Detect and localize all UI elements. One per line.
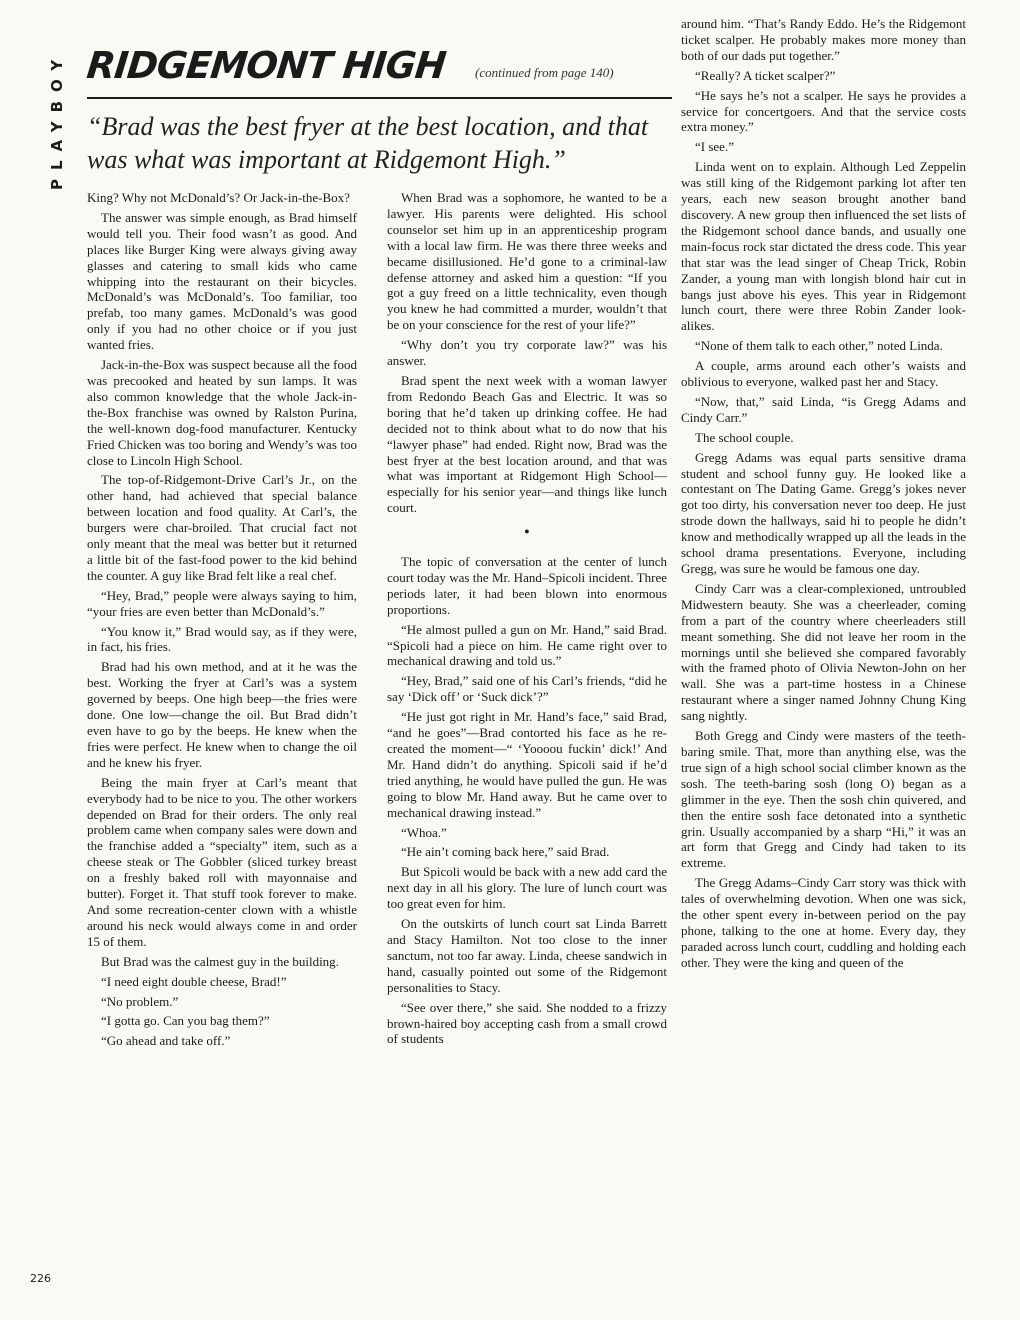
text-column-1 <box>87 190 357 1053</box>
paragraph: “He just got right in Mr. Hand’s face,” said Brad, “and he goes”—Brad contorted his face as he re-created the moment—“ ‘Yoooou fuckin’ dick!’ And Mr. Hand didn’t do anything. Spicoli said if he’d tried anything, he would have pulled the gun. He was going to blow Mr. Hand away. But he came over to mechanical drawing instead.” <box>387 709 667 820</box>
magazine-name: PLAYBOY <box>48 50 66 190</box>
text-column-2 <box>387 190 667 1051</box>
page-number: 226 <box>30 1272 51 1285</box>
paragraph: “He says he’s not a scalper. He says he provides a service for concertgoers. And that the service costs extra money.” <box>681 87 966 135</box>
pull-quote: “Brad was the best fryer at the best location, and that was what was important at Ridgemont High.” <box>87 112 649 174</box>
paragraph: Gregg Adams was equal parts sensitive drama student and school funny guy. He looked like a contestant on The Dating Game. Gregg’s jokes never got too dirty, his conversation never too deep. He just strode down the hallways, said hi to people he didn’t know and methodically wrapped up all the leads in the school drama presentations. Everyone, including Gregg, was sure he would be famous one day. <box>681 449 966 576</box>
paragraph: Both Gregg and Cindy were masters of the teeth-baring smile. That, more than anything else, was the true sign of a high school social climber known as the sosh. The teeth-baring sosh (long O) began as a glimmer in the eye. Then the sosh chin quivered, and then the entire sosh face detonated into a synthetic grin. Usually accompanied by a sharp “Hi,” it was an art form that Gregg and Cindy had taken to its extreme. <box>681 728 966 871</box>
paragraph: On the outskirts of lunch court sat Linda Barrett and Stacy Hamilton. Not too close to the inner sanctum, not too far away. Linda, cheese sandwich in hand, casually pointed out some of the Ridgemont personalities to Stacy. <box>387 916 667 995</box>
paragraph: “Whoa.” <box>401 824 447 840</box>
paragraph: Cindy Carr was a clear-complexioned, untroubled Midwestern beauty. She was a cheerleader, coming from a part of the country where cheerleaders still meant something. She did not leave her room in the mornings until she believed she compared favorably with the framed photo of Olivia Newton-John on her wall. She was a part-time hostess in a Chinese restaurant where a singer named Johnny Chung King sang nightly. <box>681 580 966 724</box>
paragraph: “I gotta go. Can you bag them?” <box>101 1013 270 1029</box>
paragraph: A couple, arms around each other’s waists and oblivious to everyone, walked past her and Stacy. <box>681 358 966 390</box>
paragraph: “Hey, Brad,” people were always saying to him, “your fries are even better than McDonald’s.” <box>87 587 357 619</box>
paragraph: But Brad was the calmest guy in the building. <box>101 953 339 969</box>
paragraph: When Brad was a sophomore, he wanted to be a lawyer. His parents were delighted. His school counselor set him up in an apprenticeship program with a local law firm. He was there three weeks and became disillusioned. He’d gone to a criminal-law defense attorney and asked him a question: “If you got a guy freed on a little technicality, even though you knew he had committed a murder, wouldn’t that be on your conscience for the rest of your life?” <box>387 190 667 333</box>
paragraph: “Hey, Brad,” said one of his Carl’s friends, “did he say ‘Dick off’ or ‘Suck dick’?” <box>387 673 667 705</box>
paragraph: Brad had his own method, and at it he was the best. Working the fryer at Carl’s was a system governed by beeps. One high beep—the fries were done. One low—change the oil. But Brad didn’t even have to go by the beeps. He knew when the fries were perfect. He knew when to change the oil and he knew his fryer. <box>87 659 357 770</box>
paragraph: “None of them talk to each other,” noted Linda. <box>695 338 943 354</box>
paragraph: The answer was simple enough, as Brad himself would tell you. Their food wasn’t as good. And places like Burger King were always giving away glasses and catering to small kids who came whipping into the restaurant on their bicycles. McDonald’s was McDonald’s. Too familiar, too prefab, too many games. McDonald’s was good only if you had no other choice or if you just wanted fries. <box>87 209 357 353</box>
paragraph: “No problem.” <box>101 993 179 1009</box>
paragraph: “Go ahead and take off.” <box>101 1033 231 1049</box>
paragraph: “See over there,” she said. She nodded to a frizzy brown-haired boy accepting cash from a small crowd of students <box>387 999 667 1047</box>
article-title: RIDGEMONT HIGH <box>84 44 448 87</box>
article-header <box>84 44 677 176</box>
paragraph: “Now, that,” said Linda, “is Gregg Adams and Cindy Carr.” <box>681 393 966 425</box>
paragraph: The top-of-Ridgemont-Drive Carl’s Jr., on the other hand, had achieved that special balance between location and food quality. At Carl’s, the burgers were char-broiled. That crucial fact not only meant that the meal was better but it returned a little bit of the fast-food power to the kid behind the counter. A guy like Brad felt like a real chef. <box>87 472 357 583</box>
paragraph: “Why don’t you try corporate law?” was his answer. <box>387 337 667 369</box>
paragraph: The school couple. <box>695 429 794 445</box>
paragraph: “He ain’t coming back here,” said Brad. <box>401 844 610 860</box>
title-rule <box>87 97 672 99</box>
paragraph: King? Why not McDonald’s? Or Jack-in-the-Box? <box>87 190 350 205</box>
paragraph: “You know it,” Brad would say, as if they were, in fact, his fries. <box>87 623 357 655</box>
paragraph: Brad spent the next week with a woman lawyer from Redondo Beach Gas and Electric. It was so boring that he’d taken up drinking coffee. He had decided not to think about what to do now that his “lawyer phase” had ended. Right now, Brad was the best fryer at the best location around, and that was what was important at Ridgemont High School—especially for his senior year—and things like lunch court. <box>387 372 667 516</box>
paragraph: “I see.” <box>695 139 734 155</box>
paragraph: “He almost pulled a gun on Mr. Hand,” said Brad. “Spicoli had a piece on him. He came right over to mechanical drawing and told us.” <box>387 621 667 669</box>
paragraph: “I need eight double cheese, Brad!” <box>101 973 287 989</box>
title-row <box>84 44 677 88</box>
paragraph: Being the main fryer at Carl’s meant that everybody had to be nice to you. The other workers depended on Brad for their orders. The only real problem came when company sales were down and the franchise added a “specialty” item, such as a cheese steak or The Gobbler (sliced turkey breast on a freshly baked roll with mayonnaise and butter). Forget it. That stuff took forever to make. And some recreation-center clown with a whistle around his neck would always come in and order 15 of them. <box>87 774 357 949</box>
paragraph: The Gregg Adams–Cindy Carr story was thick with tales of overwhelming devotion. When one was sick, the other spent every in-between period on the pay phone, talking to the one at home. Every day, they paraded across lunch court, cuddling and holding each other. They were the king and queen of the <box>681 875 966 970</box>
paragraph: Jack-in-the-Box was suspect because all the food was precooked and heated by sun lamps. It was also common knowledge that the whole Jack-in-the-Box franchise was owned by Ralston Purina, the well-known dog-food manufacturer. Kentucky Fried Chicken was too boring and Wendy’s was too close to Lincoln High School. <box>87 357 357 468</box>
paragraph: around him. “That’s Randy Eddo. He’s the Ridgemont ticket scalper. He probably makes more money than both of our dads put together.” <box>681 16 966 63</box>
paragraph: “Really? A ticket scalper?” <box>695 67 836 83</box>
paragraph: The topic of conversation at the center of lunch court today was the Mr. Hand–Spicoli incident. Three periods later, it had been blown into enormous proportions. <box>387 554 667 617</box>
paragraph: But Spicoli would be back with a new add card the next day in all his glory. The lure of lunch court was too great even for him. <box>387 864 667 912</box>
paragraph: Linda went on to explain. Although Led Zeppelin was still king of the Ridgemont parking lot after ten years, each new season brought another band discovery. A new group then influenced the set lists of the Ridgemont school dance bands, and usually one main-focus rock star dictated the dress code. This year that star was the lead singer of Cheap Trick, Robin Zander, a young man with longish blond hair cut in bangs just above his eyes. This year in Ridgemont lunch court, there were three Robin Zander look-alikes. <box>681 159 966 334</box>
text-column-3 <box>681 16 966 975</box>
section-divider: ● <box>524 526 530 537</box>
continued-note: (continued from page 140) <box>475 65 614 80</box>
